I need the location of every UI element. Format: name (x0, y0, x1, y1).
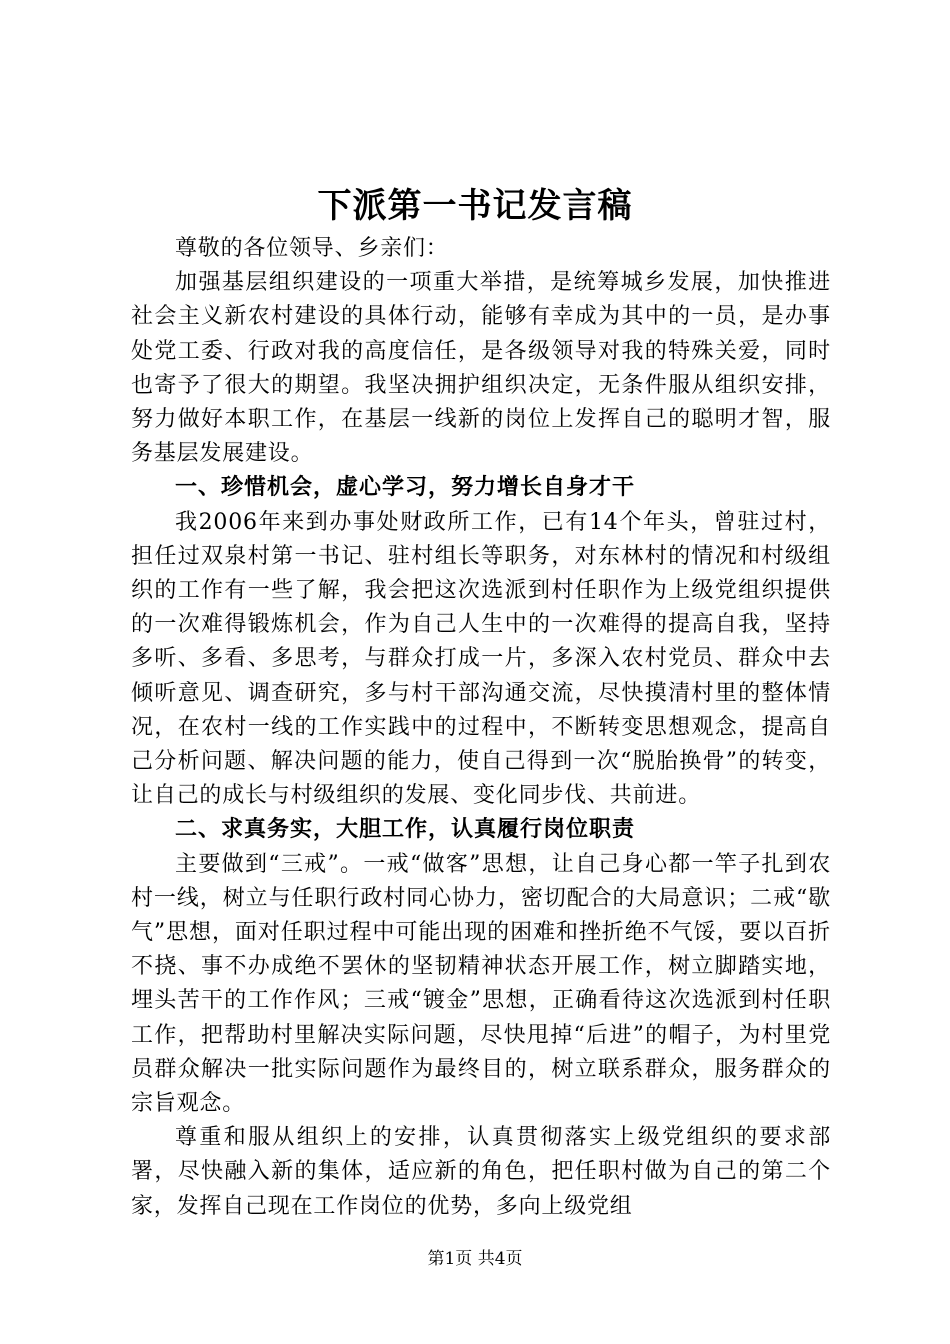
salutation: 尊敬的各位领导、乡亲们： (175, 236, 449, 261)
paragraph-intro: 加强基层组织建设的一项重大举措，是统筹城乡发展，加快推进社会主义新农村建设的具体行动，能够有幸成为其中的一员，是办事处党工委、行政对我的高度信任，是各级领导对我的特殊关爱，同时也寄予了很大的期望。我坚决拥护组织决定，无条件服从组织安排，努力做好本职工作，在基层一线新的岗位上发挥自己的聪明才智，服务基层发展建设。 (131, 270, 831, 467)
section-heading-1: 一、珍惜机会，虚心学习，努力增长自身才干 (175, 475, 636, 501)
document-title: 下派第一书记发言稿 (317, 186, 633, 226)
paragraph-section-2: 主要做到“三戒”。一戒“做客”思想，让自己身心都一竿子扎到农村一线，树立与任职行政村同心协力，密切配合的大局意识；二戒“歇气”思想，面对任职过程中可能出现的困难和挫折绝不气馁，要以百折不挠、事不办成绝不罢休的坚韧精神状态开展工作，树立脚踏实地，埋头苦干的工作作风；三戒“镀金”思想，正确看待这次选派到村任职工作，把帮助村里解决实际问题，尽快甩掉“后进”的帽子，为村里党员群众解决一批实际问题作为最终目的，树立联系群众，服务群众的宗旨观念。 (131, 851, 831, 1117)
paragraph-section-1: 我2006年来到办事处财政所工作，已有14个年头，曾驻过村，担任过双泉村第一书记、驻村组长等职务，对东林村的情况和村级组织的工作有一些了解，我会把这次选派到村任职作为上级党组织提供的一次难得锻炼机会，作为自己人生中的一次难得的提高自我，坚持多听、多看、多思考，与群众打成一片，多深入农村党员、群众中去倾听意见、调查研究，多与村干部沟通交流，尽快摸清村里的整体情况，在农村一线的工作实践中的过程中，不断转变思想观念，提高自己分析问题、解决问题的能力，使自己得到一次“脱胎换骨”的转变，让自己的成长与村级组织的发展、变化同步伐、共前进。 (131, 509, 831, 809)
section-heading-2: 二、求真务实，大胆工作，认真履行岗位职责 (175, 817, 636, 843)
paragraph-section-2b: 尊重和服从组织上的安排，认真贯彻落实上级党组织的要求部署，尽快融入新的集体，适应新的角色，把任职村做为自己的第二个家，发挥自己现在工作岗位的优势，多向上级党组 (131, 1125, 831, 1219)
page-number-footer: 第1页 共4页 (427, 1249, 523, 1269)
document-body (131, 232, 831, 1224)
